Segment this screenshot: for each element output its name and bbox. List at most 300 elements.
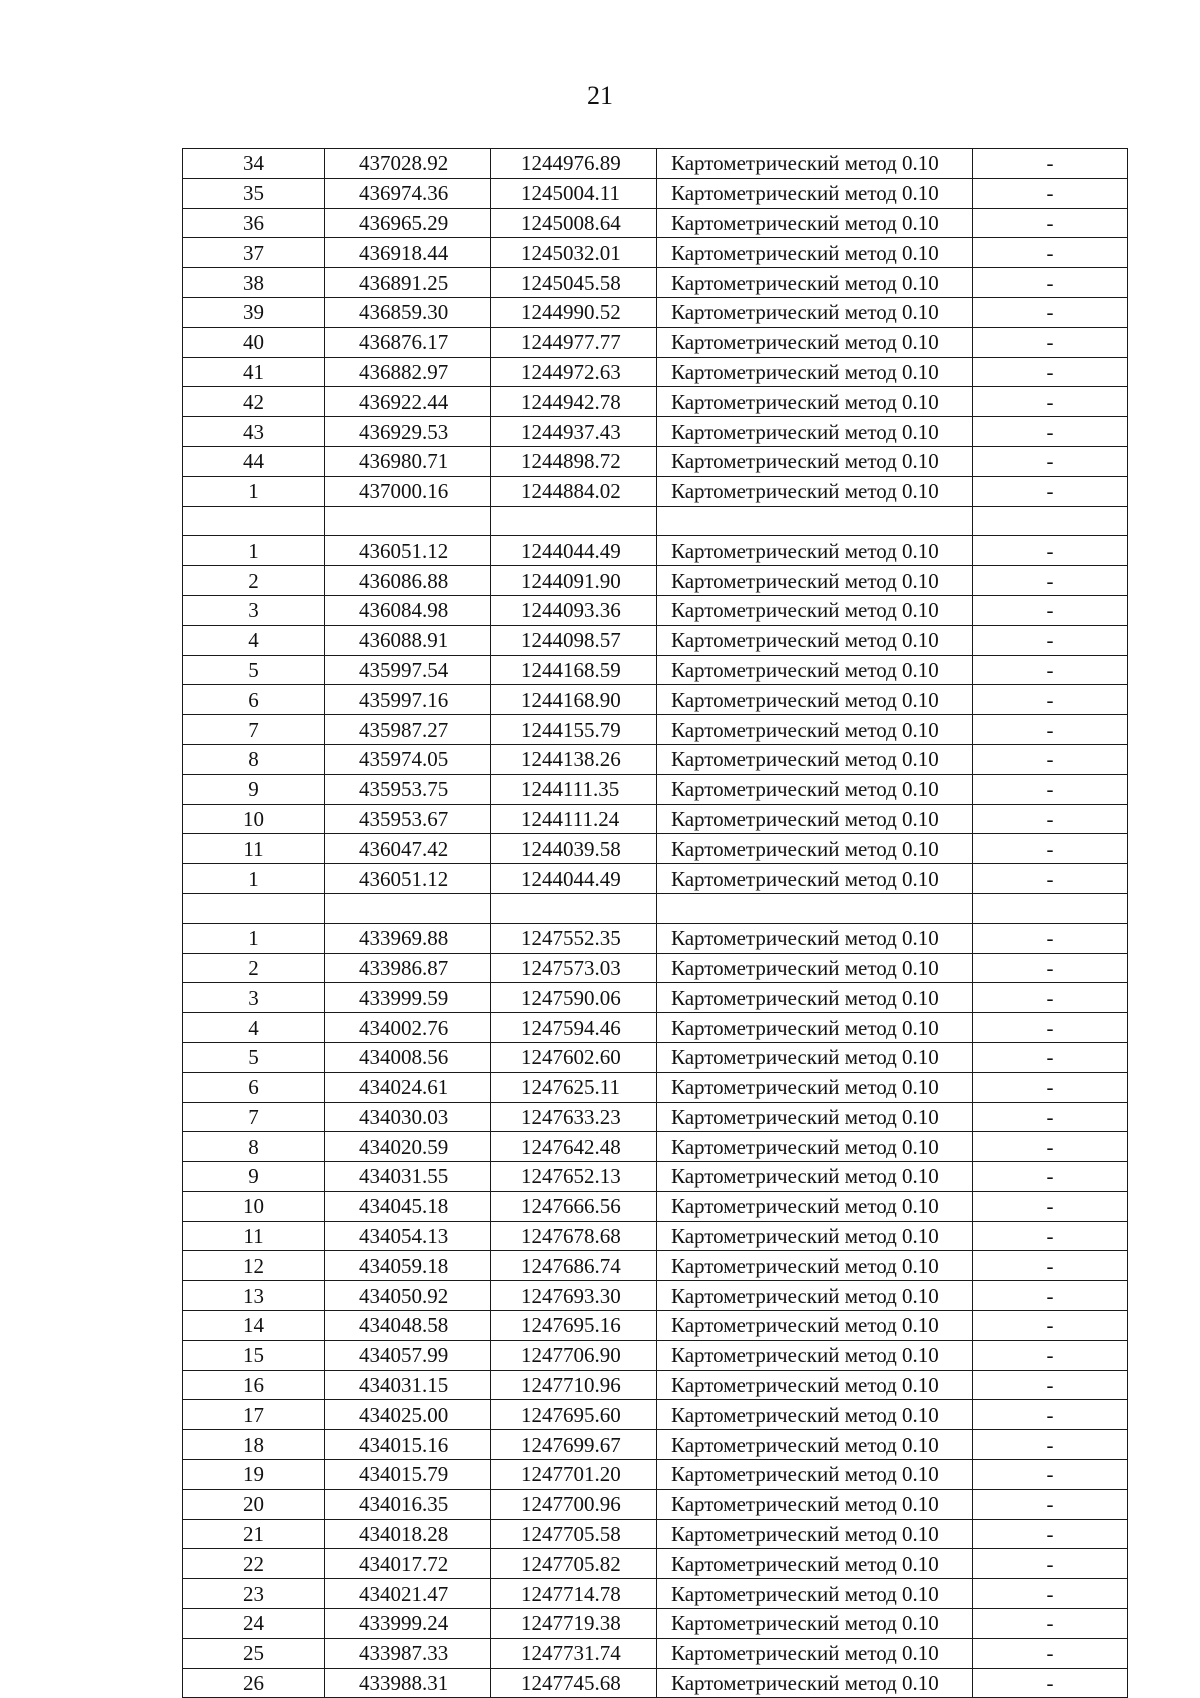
point-number-cell: 44 [183,446,325,476]
point-number-cell: 6 [183,1072,325,1102]
table-row [183,953,1128,983]
table-row [183,864,1128,894]
x-coordinate-cell: 436086.88 [325,566,491,596]
x-coordinate-cell: 433999.59 [325,983,491,1013]
table-row [183,625,1128,655]
y-coordinate-cell: 1247700.96 [491,1489,657,1519]
method-cell: Картометрический метод 0.10 [657,1609,973,1639]
x-coordinate-cell: 436922.44 [325,387,491,417]
y-coordinate-cell: 1247701.20 [491,1460,657,1490]
point-number-cell: 34 [183,149,325,179]
x-coordinate-cell: 435997.16 [325,685,491,715]
note-cell: - [973,953,1128,983]
y-coordinate-cell: 1244168.90 [491,685,657,715]
y-coordinate-cell: 1244898.72 [491,446,657,476]
point-number-cell: 10 [183,804,325,834]
point-number-cell [183,893,325,923]
y-coordinate-cell: 1247745.68 [491,1668,657,1698]
method-cell: Картометрический метод 0.10 [657,595,973,625]
note-cell: - [973,1549,1128,1579]
x-coordinate-cell: 436882.97 [325,357,491,387]
table-row [183,1311,1128,1341]
table-row [183,1191,1128,1221]
table-separator-row [183,506,1128,536]
x-coordinate-cell: 434057.99 [325,1340,491,1370]
method-cell: Картометрический метод 0.10 [657,1370,973,1400]
x-coordinate-cell: 435974.05 [325,744,491,774]
y-coordinate-cell [491,893,657,923]
point-number-cell: 9 [183,1162,325,1192]
note-cell [973,893,1128,923]
method-cell: Картометрический метод 0.10 [657,149,973,179]
method-cell: Картометрический метод 0.10 [657,297,973,327]
y-coordinate-cell: 1247693.30 [491,1281,657,1311]
note-cell: - [973,566,1128,596]
note-cell: - [973,1579,1128,1609]
table-row [183,774,1128,804]
note-cell: - [973,1340,1128,1370]
x-coordinate-cell: 437028.92 [325,149,491,179]
y-coordinate-cell: 1244093.36 [491,595,657,625]
table-row [183,1489,1128,1519]
method-cell: Картометрический метод 0.10 [657,1251,973,1281]
x-coordinate-cell [325,893,491,923]
point-number-cell: 20 [183,1489,325,1519]
table-row [183,595,1128,625]
method-cell: Картометрический метод 0.10 [657,327,973,357]
method-cell: Картометрический метод 0.10 [657,1400,973,1430]
point-number-cell: 26 [183,1668,325,1698]
note-cell: - [973,1132,1128,1162]
x-coordinate-cell: 434015.79 [325,1460,491,1490]
y-coordinate-cell: 1244111.35 [491,774,657,804]
y-coordinate-cell: 1247652.13 [491,1162,657,1192]
y-coordinate-cell: 1244138.26 [491,744,657,774]
table-row [183,446,1128,476]
method-cell: Картометрический метод 0.10 [657,625,973,655]
x-coordinate-cell: 434008.56 [325,1042,491,1072]
note-cell: - [973,238,1128,268]
note-cell: - [973,1072,1128,1102]
point-number-cell: 35 [183,178,325,208]
table-row [183,1251,1128,1281]
x-coordinate-cell: 435987.27 [325,715,491,745]
method-cell: Картометрический метод 0.10 [657,208,973,238]
y-coordinate-cell: 1244111.24 [491,804,657,834]
table-row [183,178,1128,208]
note-cell: - [973,1489,1128,1519]
y-coordinate-cell: 1244976.89 [491,149,657,179]
note-cell: - [973,715,1128,745]
y-coordinate-cell: 1247594.46 [491,1013,657,1043]
method-cell: Картометрический метод 0.10 [657,1311,973,1341]
y-coordinate-cell [491,506,657,536]
note-cell: - [973,864,1128,894]
point-number-cell: 7 [183,715,325,745]
method-cell: Картометрический метод 0.10 [657,1519,973,1549]
method-cell: Картометрический метод 0.10 [657,1072,973,1102]
y-coordinate-cell: 1244039.58 [491,834,657,864]
table-row [183,1638,1128,1668]
table-row [183,1162,1128,1192]
point-number-cell: 1 [183,476,325,506]
y-coordinate-cell: 1244990.52 [491,297,657,327]
y-coordinate-cell: 1247633.23 [491,1102,657,1132]
point-number-cell: 6 [183,685,325,715]
x-coordinate-cell: 434017.72 [325,1549,491,1579]
point-number-cell: 1 [183,923,325,953]
note-cell: - [973,268,1128,298]
point-number-cell [183,506,325,536]
point-number-cell: 7 [183,1102,325,1132]
y-coordinate-cell: 1244044.49 [491,864,657,894]
method-cell: Картометрический метод 0.10 [657,864,973,894]
point-number-cell: 13 [183,1281,325,1311]
table-row [183,1132,1128,1162]
x-coordinate-cell: 434024.61 [325,1072,491,1102]
y-coordinate-cell: 1247625.11 [491,1072,657,1102]
point-number-cell: 40 [183,327,325,357]
method-cell: Картометрический метод 0.10 [657,953,973,983]
table-separator-row [183,893,1128,923]
point-number-cell: 22 [183,1549,325,1579]
note-cell: - [973,1281,1128,1311]
point-number-cell: 2 [183,566,325,596]
method-cell: Картометрический метод 0.10 [657,268,973,298]
point-number-cell: 4 [183,1013,325,1043]
coordinates-table [182,148,1128,1698]
note-cell: - [973,655,1128,685]
point-number-cell: 12 [183,1251,325,1281]
point-number-cell: 5 [183,1042,325,1072]
note-cell: - [973,804,1128,834]
y-coordinate-cell: 1247705.58 [491,1519,657,1549]
y-coordinate-cell: 1247695.60 [491,1400,657,1430]
note-cell: - [973,1162,1128,1192]
y-coordinate-cell: 1247731.74 [491,1638,657,1668]
y-coordinate-cell: 1244977.77 [491,327,657,357]
method-cell [657,506,973,536]
method-cell: Картометрический метод 0.10 [657,417,973,447]
method-cell: Картометрический метод 0.10 [657,1460,973,1490]
point-number-cell: 18 [183,1430,325,1460]
point-number-cell: 14 [183,1311,325,1341]
table-row [183,208,1128,238]
point-number-cell: 11 [183,1221,325,1251]
method-cell: Картометрический метод 0.10 [657,1549,973,1579]
table-row [183,983,1128,1013]
x-coordinate-cell: 436974.36 [325,178,491,208]
y-coordinate-cell: 1247695.16 [491,1311,657,1341]
point-number-cell: 19 [183,1460,325,1490]
point-number-cell: 9 [183,774,325,804]
x-coordinate-cell: 435953.67 [325,804,491,834]
table-row [183,357,1128,387]
note-cell: - [973,178,1128,208]
y-coordinate-cell: 1244884.02 [491,476,657,506]
method-cell: Картометрический метод 0.10 [657,1430,973,1460]
x-coordinate-cell: 434020.59 [325,1132,491,1162]
point-number-cell: 39 [183,297,325,327]
table-row [183,1579,1128,1609]
table-row [183,476,1128,506]
x-coordinate-cell: 434059.18 [325,1251,491,1281]
x-coordinate-cell: 435997.54 [325,655,491,685]
method-cell: Картометрический метод 0.10 [657,1579,973,1609]
x-coordinate-cell: 436965.29 [325,208,491,238]
table-row [183,1340,1128,1370]
y-coordinate-cell: 1247714.78 [491,1579,657,1609]
y-coordinate-cell: 1244937.43 [491,417,657,447]
y-coordinate-cell: 1244972.63 [491,357,657,387]
x-coordinate-cell: 434002.76 [325,1013,491,1043]
y-coordinate-cell: 1247705.82 [491,1549,657,1579]
method-cell: Картометрический метод 0.10 [657,655,973,685]
method-cell: Картометрический метод 0.10 [657,1489,973,1519]
note-cell: - [973,1370,1128,1400]
y-coordinate-cell: 1247719.38 [491,1609,657,1639]
note-cell: - [973,1042,1128,1072]
method-cell: Картометрический метод 0.10 [657,566,973,596]
note-cell: - [973,417,1128,447]
table-row [183,744,1128,774]
x-coordinate-cell: 434054.13 [325,1221,491,1251]
x-coordinate-cell: 434025.00 [325,1400,491,1430]
table-row [183,1370,1128,1400]
y-coordinate-cell: 1247552.35 [491,923,657,953]
note-cell: - [973,744,1128,774]
x-coordinate-cell: 436859.30 [325,297,491,327]
note-cell: - [973,1430,1128,1460]
method-cell: Картометрический метод 0.10 [657,357,973,387]
point-number-cell: 24 [183,1609,325,1639]
method-cell: Картометрический метод 0.10 [657,1221,973,1251]
note-cell: - [973,327,1128,357]
note-cell: - [973,536,1128,566]
note-cell: - [973,923,1128,953]
y-coordinate-cell: 1247573.03 [491,953,657,983]
x-coordinate-cell: 434021.47 [325,1579,491,1609]
table-row [183,715,1128,745]
point-number-cell: 15 [183,1340,325,1370]
y-coordinate-cell: 1247699.67 [491,1430,657,1460]
note-cell: - [973,357,1128,387]
method-cell: Картометрический метод 0.10 [657,1340,973,1370]
note-cell: - [973,1251,1128,1281]
x-coordinate-cell: 436051.12 [325,536,491,566]
y-coordinate-cell: 1245004.11 [491,178,657,208]
method-cell: Картометрический метод 0.10 [657,923,973,953]
table-row [183,655,1128,685]
point-number-cell: 41 [183,357,325,387]
note-cell: - [973,1013,1128,1043]
method-cell: Картометрический метод 0.10 [657,476,973,506]
table-row [183,327,1128,357]
note-cell: - [973,625,1128,655]
point-number-cell: 4 [183,625,325,655]
point-number-cell: 25 [183,1638,325,1668]
y-coordinate-cell: 1244044.49 [491,536,657,566]
x-coordinate-cell: 436088.91 [325,625,491,655]
note-cell [973,506,1128,536]
y-coordinate-cell: 1247602.60 [491,1042,657,1072]
x-coordinate-cell: 436084.98 [325,595,491,625]
table-row [183,1460,1128,1490]
note-cell: - [973,1609,1128,1639]
method-cell: Картометрический метод 0.10 [657,715,973,745]
table-row [183,417,1128,447]
note-cell: - [973,595,1128,625]
table-row [183,1013,1128,1043]
method-cell: Картометрический метод 0.10 [657,834,973,864]
point-number-cell: 21 [183,1519,325,1549]
note-cell: - [973,1460,1128,1490]
point-number-cell: 37 [183,238,325,268]
y-coordinate-cell: 1247710.96 [491,1370,657,1400]
table-row [183,1221,1128,1251]
note-cell: - [973,208,1128,238]
y-coordinate-cell: 1245045.58 [491,268,657,298]
x-coordinate-cell: 436876.17 [325,327,491,357]
x-coordinate-cell: 437000.16 [325,476,491,506]
x-coordinate-cell: 433987.33 [325,1638,491,1668]
y-coordinate-cell: 1244942.78 [491,387,657,417]
note-cell: - [973,446,1128,476]
note-cell: - [973,685,1128,715]
method-cell: Картометрический метод 0.10 [657,536,973,566]
method-cell: Картометрический метод 0.10 [657,1102,973,1132]
point-number-cell: 23 [183,1579,325,1609]
y-coordinate-cell: 1244098.57 [491,625,657,655]
table-row [183,536,1128,566]
y-coordinate-cell: 1245032.01 [491,238,657,268]
table-row [183,1042,1128,1072]
note-cell: - [973,1311,1128,1341]
point-number-cell: 8 [183,744,325,774]
y-coordinate-cell: 1247590.06 [491,983,657,1013]
table-row [183,387,1128,417]
y-coordinate-cell: 1247686.74 [491,1251,657,1281]
table-row [183,1102,1128,1132]
x-coordinate-cell: 436051.12 [325,864,491,894]
point-number-cell: 3 [183,983,325,1013]
point-number-cell: 10 [183,1191,325,1221]
method-cell: Картометрический метод 0.10 [657,1668,973,1698]
point-number-cell: 11 [183,834,325,864]
method-cell: Картометрический метод 0.10 [657,774,973,804]
note-cell: - [973,476,1128,506]
x-coordinate-cell: 434016.35 [325,1489,491,1519]
x-coordinate-cell: 433988.31 [325,1668,491,1698]
table-row [183,923,1128,953]
table-row [183,1519,1128,1549]
x-coordinate-cell: 434045.18 [325,1191,491,1221]
method-cell: Картометрический метод 0.10 [657,1638,973,1668]
note-cell: - [973,297,1128,327]
y-coordinate-cell: 1247706.90 [491,1340,657,1370]
method-cell: Картометрический метод 0.10 [657,804,973,834]
note-cell: - [973,834,1128,864]
table-row [183,1549,1128,1579]
method-cell: Картометрический метод 0.10 [657,1042,973,1072]
method-cell: Картометрический метод 0.10 [657,1281,973,1311]
y-coordinate-cell: 1244155.79 [491,715,657,745]
point-number-cell: 38 [183,268,325,298]
method-cell: Картометрический метод 0.10 [657,178,973,208]
x-coordinate-cell: 434050.92 [325,1281,491,1311]
x-coordinate-cell: 434015.16 [325,1430,491,1460]
y-coordinate-cell: 1245008.64 [491,208,657,238]
note-cell: - [973,1102,1128,1132]
method-cell: Картометрический метод 0.10 [657,446,973,476]
table-row [183,804,1128,834]
x-coordinate-cell: 436918.44 [325,238,491,268]
note-cell: - [973,1519,1128,1549]
x-coordinate-cell: 436980.71 [325,446,491,476]
note-cell: - [973,774,1128,804]
table-row [183,685,1128,715]
point-number-cell: 2 [183,953,325,983]
page-number: 21 [587,81,613,110]
table-row [183,1668,1128,1698]
method-cell: Картометрический метод 0.10 [657,1162,973,1192]
method-cell: Картометрический метод 0.10 [657,1013,973,1043]
x-coordinate-cell: 433999.24 [325,1609,491,1639]
point-number-cell: 17 [183,1400,325,1430]
method-cell: Картометрический метод 0.10 [657,238,973,268]
point-number-cell: 36 [183,208,325,238]
y-coordinate-cell: 1247678.68 [491,1221,657,1251]
y-coordinate-cell: 1244091.90 [491,566,657,596]
method-cell: Картометрический метод 0.10 [657,983,973,1013]
x-coordinate-cell: 433986.87 [325,953,491,983]
method-cell: Картометрический метод 0.10 [657,1191,973,1221]
table-row [183,297,1128,327]
x-coordinate-cell: 434031.55 [325,1162,491,1192]
method-cell: Картометрический метод 0.10 [657,744,973,774]
table-row [183,1609,1128,1639]
point-number-cell: 8 [183,1132,325,1162]
table-row [183,834,1128,864]
x-coordinate-cell: 434048.58 [325,1311,491,1341]
table-row [183,1430,1128,1460]
point-number-cell: 1 [183,536,325,566]
note-cell: - [973,387,1128,417]
x-coordinate-cell: 436891.25 [325,268,491,298]
method-cell: Картометрический метод 0.10 [657,387,973,417]
note-cell: - [973,1191,1128,1221]
method-cell: Картометрический метод 0.10 [657,1132,973,1162]
table-row [183,566,1128,596]
table-row [183,268,1128,298]
table-row [183,149,1128,179]
method-cell [657,893,973,923]
point-number-cell: 1 [183,864,325,894]
point-number-cell: 16 [183,1370,325,1400]
note-cell: - [973,149,1128,179]
table-row [183,1400,1128,1430]
y-coordinate-cell: 1244168.59 [491,655,657,685]
note-cell: - [973,983,1128,1013]
point-number-cell: 3 [183,595,325,625]
y-coordinate-cell: 1247666.56 [491,1191,657,1221]
method-cell: Картометрический метод 0.10 [657,685,973,715]
coordinates-table-body [183,149,1128,1698]
point-number-cell: 42 [183,387,325,417]
x-coordinate-cell: 434018.28 [325,1519,491,1549]
point-number-cell: 5 [183,655,325,685]
table-row [183,1072,1128,1102]
